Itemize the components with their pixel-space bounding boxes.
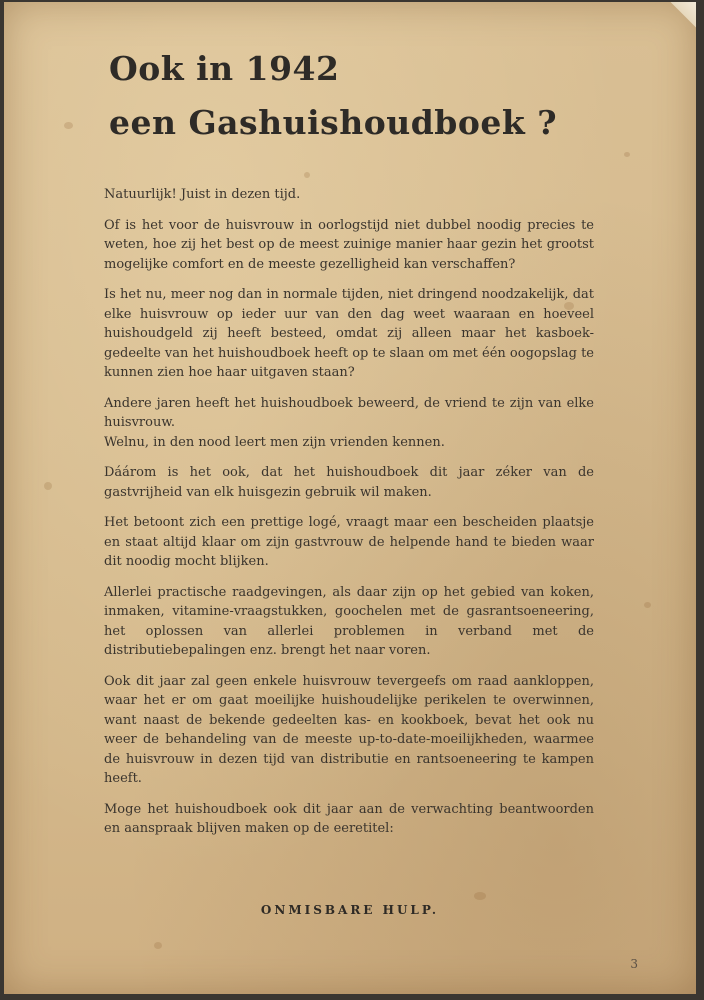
page-title — [109, 42, 557, 150]
paragraph: Het betoont zich een prettige logé, vraagt maar een bescheiden plaatsje en staat altijd klaar om zijn gastvrouw de helpende hand te bieden waar dit noodig mocht blijken. — [104, 515, 594, 569]
paragraph-line: Andere jaren heeft het huishoudboek beweerd, de vriend te zijn van elke huisvrouw. — [104, 395, 594, 430]
body-text — [104, 185, 594, 850]
paragraph — [104, 394, 594, 453]
paragraph-line: Welnu, in den nood leert men zijn vrienden kennen. — [104, 434, 445, 450]
stain — [44, 482, 52, 490]
closing-title: ONMISBARE HULP. — [260, 903, 440, 917]
page-corner-curl — [670, 2, 696, 32]
paragraph: Dáárom is het ook, dat het huishoudboek dit jaar zéker van de gastvrijheid van elk huisgezin gebruik wil maken. — [104, 465, 594, 500]
stain — [644, 602, 651, 608]
stain — [624, 152, 630, 157]
stain — [64, 122, 73, 129]
document-page — [4, 2, 696, 994]
paragraph: Moge het huishoudboek ook dit jaar aan de verwachting beantwoorden en aanspraak blijven maken op de eeretitel: — [104, 801, 594, 836]
title-line-2: een Gashuishoudboek ? — [109, 103, 558, 142]
stain — [154, 942, 162, 949]
title-line-1: Ook in 1942 — [109, 49, 340, 88]
paragraph: Natuurlijk! Juist in dezen tijd. — [104, 187, 301, 202]
paragraph: Allerlei practische raadgevingen, als daar zijn op het gebied van koken, inmaken, vitamine-vraagstukken, goochelen met de gasrantsoeneering, het oplossen van allerlei problemen in verband met de distributiebepalingen enz. brengt het naar voren. — [104, 584, 594, 658]
paragraph: Of is het voor de huisvrouw in oorlogstijd niet dubbel noodig precies te weten, hoe zij het best op de meest zuinige manier haar gezin het grootst mogelijke comfort en de meeste gezelligheid kan verschaffen? — [104, 217, 594, 272]
paragraph: Ook dit jaar zal geen enkele huisvrouw tevergeefs om raad aankloppen, waar het er om gaat moeilijke huishoudelijke perikelen te overwinnen, want naast de bekende gedeelten kas- en kookboek, bevat het ook nu weer de behandeling van de meeste up-to-date-moeilijkheden, waarmee de huisvrouw in dezen tijd van distributie en rantsoeneering te kampen heeft. — [104, 673, 594, 786]
paragraph: Is het nu, meer nog dan in normale tijden, niet dringend noodzakelijk, dat elke huisvrouw op ieder uur van den dag weet waaraan en hoeveel huishoudgeld zij heeft besteed, omdat zij alleen maar het kasboek-gedeelte van het huishoudboek heeft op te slaan om met één oogopslag te kunnen zien hoe haar uitgaven staan? — [104, 287, 594, 380]
stain — [304, 172, 310, 178]
stain — [474, 892, 486, 900]
page-number: 3 — [630, 957, 638, 971]
